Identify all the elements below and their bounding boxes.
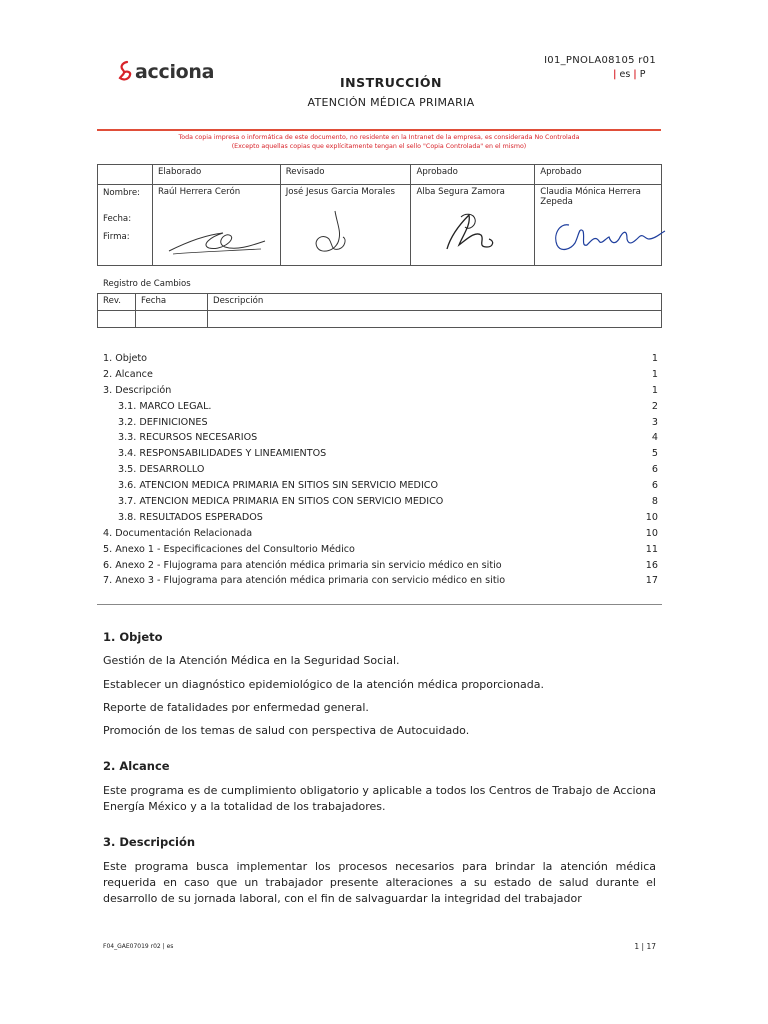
descripcion-paragraph-1: Este programa busca implementar los procesos necesarios para brindar la atención médica requerida en caso que un trabajador presente alteraciones a su estado de salud durante el desarrollo de su jornada laboral, con el fin de salvaguardar la integridad del trabajador — [103, 860, 656, 905]
toc-entry-page: 1 — [651, 353, 658, 364]
toc-entry-page: 16 — [645, 559, 658, 571]
toc-entry-label: 4. Documentación Relacionada — [103, 527, 253, 539]
toc-entry-label: 3.7. ATENCION MEDICA PRIMARIA EN SITIOS CON SERVICIO MEDICO — [118, 496, 444, 508]
toc-entry[interactable] — [103, 399, 658, 415]
aprobado-1-name: Alba Segura Zamora — [416, 187, 505, 197]
toc-entry-page: 1 — [651, 384, 658, 396]
signature-aprobado-1 — [441, 205, 501, 257]
toc-entry-label: 2. Alcance — [103, 368, 153, 380]
toc-entry-page: 10 — [645, 527, 658, 539]
toc-entry-page: 8 — [651, 496, 658, 508]
signature-elaborado — [165, 221, 270, 259]
objeto-paragraph-3: Reporte de fatalidades por enfermedad general. — [103, 701, 369, 714]
lang-suffix: P — [639, 69, 646, 80]
table-of-contents — [103, 351, 658, 589]
alcance-paragraph-1: Este programa es de cumplimiento obligatorio y aplicable a todos los Centros de Trabajo de Acciona Energía México y a la totalidad de los trabajadores. — [103, 784, 656, 813]
toc-entry-label: 3.2. DEFINICIONES — [118, 416, 208, 428]
approvals-header-aprobado-2: Aprobado — [535, 165, 662, 185]
elaborado-name: Raúl Herrera Cerón — [157, 187, 241, 197]
change-log-label: Registro de Cambios — [103, 279, 191, 289]
objeto-paragraph-4: Promoción de los temas de salud con perspectiva de Autocuidado. — [103, 724, 470, 737]
toc-entry-page: 10 — [645, 511, 658, 523]
doc-code: I01_PNOLA08105 r01 — [544, 55, 656, 66]
toc-entry-label: 3.5. DESARROLLO — [118, 464, 205, 476]
logo-text: acciona — [135, 61, 215, 83]
form-code: F04_GAE07019 r02 | es — [103, 943, 174, 950]
toc-entry-label: 6. Anexo 2 - Flujograma para atención médica primaria sin servicio médico en sitio — [103, 559, 502, 571]
change-log-table — [97, 293, 662, 328]
nombre-label: Nombre: — [103, 188, 141, 198]
toc-entry-page: 17 — [645, 575, 658, 587]
toc-entry[interactable] — [103, 446, 658, 462]
change-log-cell — [208, 311, 662, 328]
toc-entry-label: 3.4. RESPONSABILIDADES Y LINEAMIENTOS — [118, 448, 327, 460]
approvals-header-revisado: Revisado — [280, 165, 411, 185]
aprobado-2-name: Claudia Mónica Herrera Zepeda — [540, 187, 641, 207]
toc-entry[interactable] — [103, 558, 658, 574]
toc-entry[interactable] — [103, 494, 658, 510]
section-title-alcance: 2. Alcance — [103, 759, 170, 773]
aprobado-1-cell — [411, 185, 535, 266]
firma-label: Firma: — [103, 232, 130, 242]
page-indicator: 1 | 17 — [634, 942, 656, 951]
toc-entry[interactable] — [103, 383, 658, 399]
aprobado-2-cell — [535, 185, 662, 266]
toc-entry-page: 2 — [651, 400, 658, 412]
field-labels — [98, 185, 153, 266]
toc-entry[interactable] — [103, 510, 658, 526]
toc-divider — [97, 604, 662, 605]
toc-entry[interactable] — [103, 415, 658, 431]
change-log-cell — [136, 311, 208, 328]
toc-entry[interactable] — [103, 351, 658, 367]
toc-entry-page: 3 — [651, 416, 658, 428]
approvals-header-elaborado: Elaborado — [152, 165, 280, 185]
objeto-paragraph-2: Establecer un diagnóstico epidemiológico de la atención médica proporcionada. — [103, 678, 545, 691]
toc-entry-page: 11 — [645, 543, 658, 555]
toc-entry[interactable] — [103, 430, 658, 446]
toc-entry-label: 3.8. RESULTADOS ESPERADOS — [118, 511, 263, 523]
copy-notice — [97, 134, 661, 151]
change-log-col-descripcion: Descripción — [208, 294, 662, 311]
approvals-header-blank — [98, 165, 153, 185]
toc-entry-page: 4 — [651, 432, 658, 444]
language-indicator: | es | P — [613, 69, 646, 80]
revisado-cell — [280, 185, 411, 266]
toc-entry-page: 1 — [651, 368, 658, 380]
approvals-header-aprobado-1: Aprobado — [411, 165, 535, 185]
toc-entry-page: 6 — [651, 464, 658, 476]
toc-entry-page: 5 — [651, 448, 658, 460]
doc-type: INSTRUCCIÓN — [339, 75, 442, 90]
toc-entry-label: 3.6. ATENCION MEDICA PRIMARIA EN SITIOS SIN SERVICIO MEDICO — [118, 480, 439, 492]
toc-entry-label: 5. Anexo 1 - Especificaciones del Consultorio Médico — [103, 543, 355, 555]
fecha-label: Fecha: — [103, 214, 132, 224]
change-log-col-rev: Rev. — [98, 294, 136, 311]
approvals-table — [97, 164, 662, 266]
change-log-cell — [98, 311, 136, 328]
toc-entry[interactable] — [103, 462, 658, 478]
copy-notice-line-1: Toda copia impresa o informática de este documento, no residente en la Intranet de la empresa, es considerada No Controlada — [178, 134, 580, 141]
elaborado-cell — [152, 185, 280, 266]
lang-code: es — [619, 69, 631, 80]
signature-revisado — [309, 209, 359, 261]
revisado-name: José Jesus Garcia Morales — [285, 187, 395, 197]
toc-entry-label: 3.1. MARCO LEGAL. — [118, 400, 212, 412]
toc-entry[interactable] — [103, 573, 658, 589]
doc-title: ATENCIÓN MÉDICA PRIMARIA — [307, 96, 475, 109]
toc-entry-label: 3.3. RECURSOS NECESARIOS — [118, 432, 258, 444]
section-title-objeto: 1. Objeto — [103, 630, 163, 644]
toc-entry[interactable] — [103, 526, 658, 542]
signature-aprobado-2 — [549, 217, 667, 257]
toc-entry[interactable] — [103, 367, 658, 383]
change-log-col-fecha: Fecha — [136, 294, 208, 311]
copy-notice-line-2: (Excepto aquellas copias que explícitamente tengan el sello "Copia Controlada" en el mismo) — [231, 142, 527, 150]
toc-entry[interactable] — [103, 478, 658, 494]
toc-entry-label: 7. Anexo 3 - Flujograma para atención médica primaria con servicio médico en sitio — [103, 575, 506, 587]
toc-entry[interactable] — [103, 542, 658, 558]
header-divider — [97, 129, 661, 131]
objeto-paragraph-1: Gestión de la Atención Médica en la Seguridad Social. — [103, 654, 400, 667]
toc-entry-page: 6 — [651, 480, 658, 492]
section-title-descripcion: 3. Descripción — [103, 835, 196, 849]
toc-entry-label: 1. Objeto — [103, 353, 148, 364]
toc-entry-label: 3. Descripción — [103, 384, 172, 396]
